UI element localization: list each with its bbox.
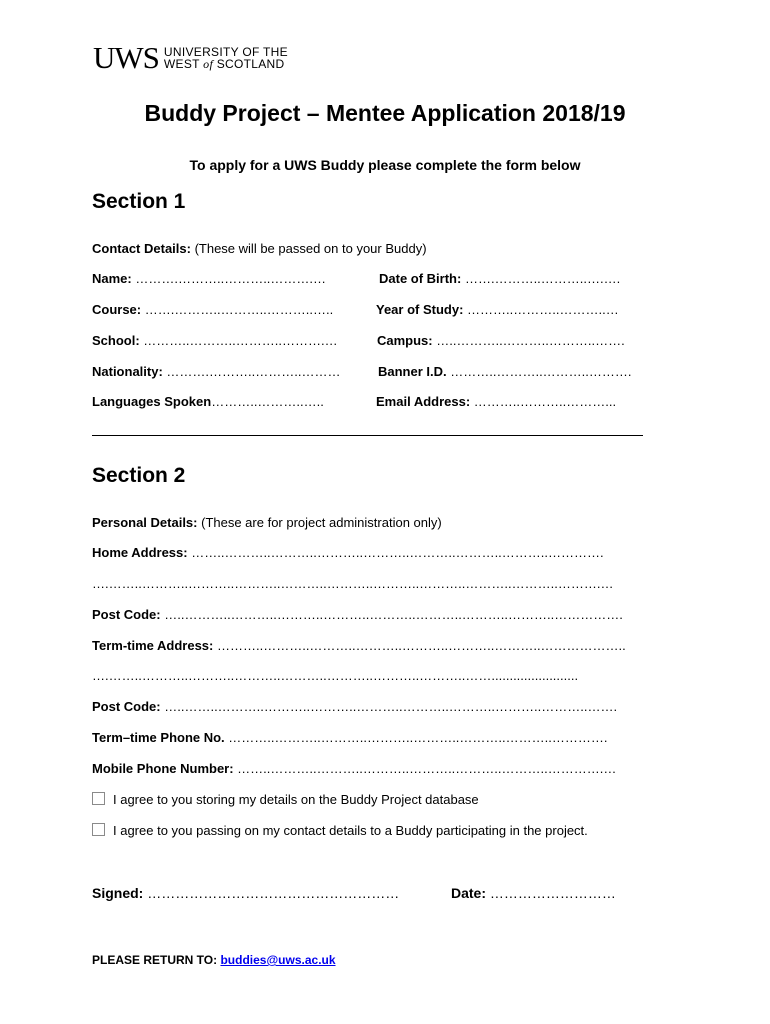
section-2-heading: Section 2 (92, 464, 186, 487)
uws-logo-text (164, 46, 288, 70)
contact-details-note: (These will be passed on to your Buddy) (190, 241, 427, 256)
mobile-phone-field[interactable]: Mobile Phone Number: ……..………..………..………..………..………..………..………….… (92, 761, 617, 776)
page-title: Buddy Project – Mentee Application 2018/19 (144, 100, 626, 126)
term-time-address-line-2-field[interactable]: ….……..………..………..………..………..………..………..………..……........................ (92, 668, 579, 683)
year-of-study-field[interactable]: Year of Study: ………..………..………..… (376, 302, 619, 317)
term-time-address-field[interactable]: Term-time Address: ………..………..………..………..………..………..………..……………….. (92, 638, 626, 653)
contact-details-label: Contact Details: (92, 241, 191, 256)
personal-details-intro (92, 515, 442, 530)
consent-store-details-checkbox[interactable] (92, 792, 105, 805)
campus-field[interactable]: Campus: …..………..………..………..……. (377, 333, 625, 348)
section-divider (92, 435, 643, 436)
consent-store-details-label: I agree to you storing my details on the Buddy Project database (113, 792, 479, 807)
consent-share-contact-label: I agree to you passing on my contact details to a Buddy participating in the project. (113, 823, 588, 838)
date-of-birth-field[interactable]: Date of Birth: …….………..………..….…. (379, 271, 621, 286)
section-1-heading: Section 1 (92, 190, 186, 213)
uws-logo-mark: UWS (93, 40, 159, 75)
term-time-phone-field[interactable]: Term–time Phone No. ………..………..………..………..………..………..………..…………. (92, 730, 608, 745)
logo-line-2: WEST of SCOTLAND (163, 56, 285, 71)
page-subtitle: To apply for a UWS Buddy please complete the form below (189, 157, 581, 173)
course-field[interactable]: Course: …….………..………..………..….. (92, 302, 334, 317)
languages-spoken-field[interactable]: Languages Spoken………..………..….. (92, 394, 324, 409)
home-post-code-field[interactable]: Post Code: …..………..………..………..………..………..………..………..………..……………. (92, 607, 623, 622)
uws-logo (93, 42, 288, 73)
nationality-field[interactable]: Nationality: ……….………..………..……… (92, 364, 341, 379)
school-field[interactable]: School: ………..………..………..……….… (92, 333, 338, 348)
consent-share-contact-checkbox[interactable] (92, 823, 105, 836)
date-field[interactable]: Date: ……………………… (451, 885, 616, 901)
return-instructions (92, 953, 336, 967)
banner-id-field[interactable]: Banner I.D. ………..………..………..………. (378, 364, 632, 379)
home-address-line-2-field[interactable]: ….……..………..………..………..………..………..………..………..………..………..……….… (92, 576, 614, 591)
name-field[interactable]: Name: ……….………..………..……….… (92, 271, 327, 286)
contact-details-intro (92, 241, 427, 256)
term-time-post-code-field[interactable]: Post Code: …..……..………..………..………..………..………..………..………..………..……. (92, 699, 618, 714)
signed-field[interactable]: Signed: ……………………………………………… (92, 885, 400, 901)
return-email-link[interactable]: buddies@uws.ac.uk (220, 953, 336, 967)
personal-details-label: Personal Details: (92, 515, 198, 530)
logo-line-1: UNIVERSITY OF THE (163, 44, 288, 59)
return-label: PLEASE RETURN TO: (92, 953, 218, 967)
email-address-field[interactable]: Email Address: ………..………..………... (376, 394, 617, 409)
personal-details-note: (These are for project administration only) (197, 515, 442, 530)
home-address-field[interactable]: Home Address: ……..………..………..………..………..………..………..………..…………. (92, 545, 604, 560)
